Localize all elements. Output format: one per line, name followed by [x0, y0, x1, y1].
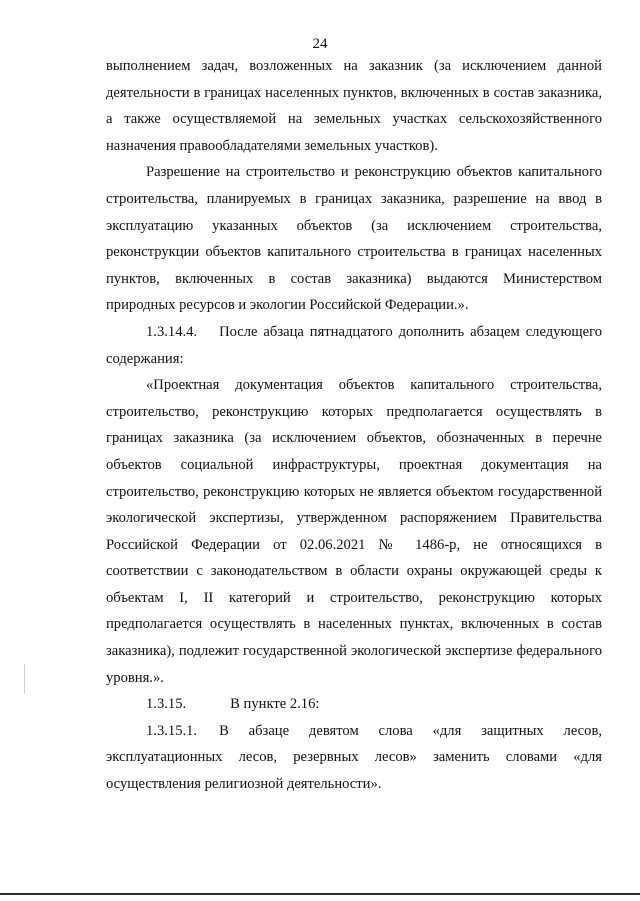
clause-number: 1.3.15.: [146, 696, 187, 713]
paragraph-text: «Проектная документация объектов капитального строительства, строительство, реконструкцию которых предполагается осуществлять в границах заказника (за исключением объектов, обозначенных в перечне объектов социальной инфраструктуры, проектная документация на строительство, реконструкцию которых не является объектом государственной экологической экспертизы, утвержденном распоряжением Правительства Российской Федерации от 02.06.2021 № 1486-р, не относящихся в соответствии с законодательством в области охраны окружающей среды к объектам I, II категорий и строительство, реконструкцию которых предполагается осуществлять в населенных пунктах, включенных в состав заказника), подлежит государственной экологической экспертизе федерального уровня.».: [106, 377, 602, 686]
paragraph-permit: [106, 159, 602, 319]
paragraph-text: После абзаца пятнадцатого дополнить абзацем следующего содержания:: [106, 323, 602, 367]
clause-1-3-14-4: [106, 319, 602, 372]
paragraph-continuation: [106, 53, 602, 159]
clause-1-3-15-1: [106, 718, 602, 798]
paragraph-text: В пункте 2.16:: [230, 696, 320, 713]
paragraph-text: В абзаце девятом слова «для защитных лесов, эксплуатационных лесов, резервных лесов» заменить словами «для осуществления религиозной деятельности».: [106, 722, 602, 793]
paragraph-quoted-insert: [106, 372, 602, 691]
page-number: 24: [312, 36, 328, 52]
scan-margin-mark: [24, 664, 25, 694]
paragraph-text: выполнением задач, возложенных на заказник (за исключением данной деятельности в границах населенных пунктов, включенных в состав заказника, а также осуществляемой на земельных участках сельскохозяйственного назначения правообладателями земельных участков).: [106, 58, 602, 154]
document-body: [106, 53, 602, 798]
clause-number: 1.3.14.4.: [146, 323, 198, 340]
clause-number: 1.3.15.1.: [146, 722, 198, 739]
paragraph-text: Разрешение на строительство и реконструкцию объектов капитального строительства, планируемых в границах заказника, разрешение на ввод в эксплуатацию указанных объектов (за исключением строительства, реконструкции объектов капитального строительства в границах населенных пунктов, включенных в состав заказника) выдаются Министерством природных ресурсов и экологии Российской Федерации.».: [106, 164, 602, 314]
page-bottom-edge: [0, 893, 640, 895]
clause-1-3-15: [106, 691, 602, 718]
